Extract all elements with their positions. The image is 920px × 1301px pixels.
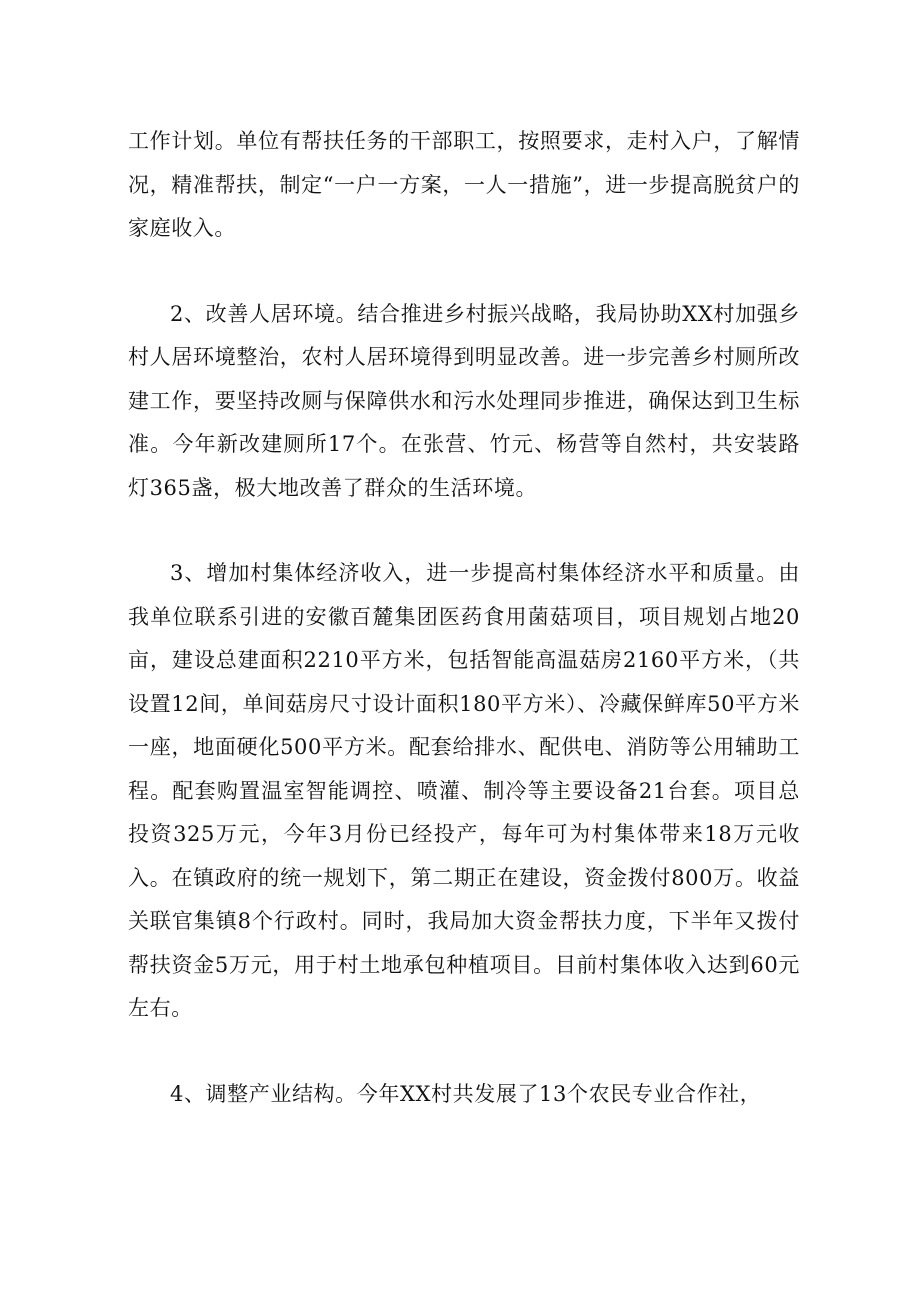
paragraph-spacer — [128, 1031, 800, 1073]
paragraph-collective-income: 3、增加村集体经济收入，进一步提高村集体经济水平和质量。由我单位联系引进的安徽百麓集团医药食用菌菇项目，项目规划占地20亩，建设总建面积2210平方米，包括智能高温菇房2160平方米，（共设置12间，单间菇房尺寸设计面积180平方米）、冷藏保鲜库50平方米一座，地面硬化500平方米。配套给排水、配供电、消防等公用辅助工程。配套购置温室智能调控、喷灌、制冷等主要设备21台套。项目总投资325万元，今年3月份已经投产，每年可为村集体带来18万元收入。在镇政府的统一规划下，第二期正在建设，资金拨付800万。收益关联官集镇8个行政村。同时，我局加大资金帮扶力度，下半年又拨付帮扶资金5万元，用于村土地承包种植项目。目前村集体收入达到60元左右。 — [128, 561, 800, 1020]
paragraph-work-plan: 工作计划。单位有帮扶任务的干部职工，按照要求，走村入户，了解情况，精准帮扶，制定“一户一方案，一人一措施”，进一步提高脱贫户的家庭收入。 — [128, 129, 800, 240]
document-body — [128, 120, 800, 1116]
paragraph-spacer — [128, 251, 800, 293]
paragraph-living-environment: 2、改善人居环境。结合推进乡村振兴战略，我局协助XX村加强乡村人居环境整治，农村人居环境得到明显改善。进一步完善乡村厕所改建工作，要坚持改厕与保障供水和污水处理同步推进，确保达到卫生标准。今年新改建厕所17个。在张营、竹元、杨营等自然村，共安装路灯365盏，极大地改善了群众的生活环境。 — [128, 301, 800, 500]
paragraph-industry-structure: 4、调整产业结构。今年XX村共发展了13个农民专业合作社， — [170, 1081, 762, 1106]
paragraph-spacer — [128, 510, 800, 552]
